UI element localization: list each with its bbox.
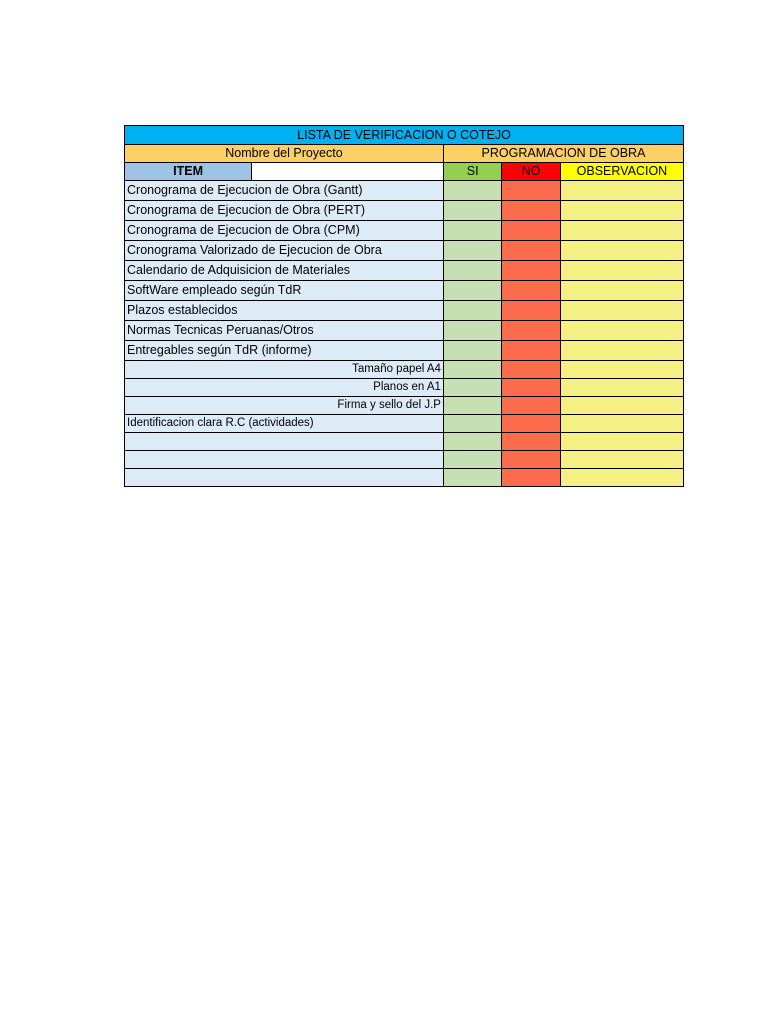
si-column-header: SI [443,163,501,181]
item-label: Planos en A1 [125,379,444,397]
table-row [125,379,684,397]
observacion-cell[interactable] [560,301,683,321]
si-cell[interactable] [443,433,501,451]
item-label: Cronograma de Ejecucion de Obra (CPM) [125,221,444,241]
item-label: Tamaño papel A4 [125,361,444,379]
column-header-row [125,163,684,181]
table-row [125,341,684,361]
si-cell[interactable] [443,469,501,487]
no-cell[interactable] [502,341,560,361]
item-label: Cronograma Valorizado de Ejecucion de Obra [125,241,444,261]
table-row [125,415,684,433]
si-cell[interactable] [443,181,501,201]
no-cell[interactable] [502,397,560,415]
si-cell[interactable] [443,281,501,301]
item-label: SoftWare empleado según TdR [125,281,444,301]
project-name-cell[interactable] [252,163,444,181]
project-name-label: Nombre del Proyecto [125,145,444,163]
observacion-cell[interactable] [560,201,683,221]
item-label[interactable] [125,451,444,469]
observacion-cell[interactable] [560,397,683,415]
table-row [125,241,684,261]
table-row [125,221,684,241]
no-cell[interactable] [502,301,560,321]
table-row [125,301,684,321]
table-row [125,433,684,451]
observacion-cell[interactable] [560,469,683,487]
observacion-cell[interactable] [560,415,683,433]
si-cell[interactable] [443,415,501,433]
observacion-cell[interactable] [560,379,683,397]
item-label: Entregables según TdR (informe) [125,341,444,361]
item-label: Cronograma de Ejecucion de Obra (Gantt) [125,181,444,201]
item-label: Plazos establecidos [125,301,444,321]
observacion-cell[interactable] [560,341,683,361]
no-cell[interactable] [502,241,560,261]
no-cell[interactable] [502,415,560,433]
observacion-cell[interactable] [560,261,683,281]
si-cell[interactable] [443,261,501,281]
si-cell[interactable] [443,451,501,469]
item-label: Normas Tecnicas Peruanas/Otros [125,321,444,341]
no-cell[interactable] [502,433,560,451]
si-cell[interactable] [443,301,501,321]
si-cell[interactable] [443,221,501,241]
item-label: Firma y sello del J.P [125,397,444,415]
observacion-cell[interactable] [560,241,683,261]
observacion-cell[interactable] [560,281,683,301]
title-row [125,126,684,145]
table-row [125,261,684,281]
observacion-column-header: OBSERVACION [560,163,683,181]
section-label: PROGRAMACION DE OBRA [443,145,683,163]
table-row [125,321,684,341]
table-row [125,469,684,487]
checklist-title: LISTA DE VERIFICACION O COTEJO [125,126,684,145]
no-cell[interactable] [502,379,560,397]
si-cell[interactable] [443,201,501,221]
no-cell[interactable] [502,321,560,341]
item-label: Calendario de Adquisicion de Materiales [125,261,444,281]
observacion-cell[interactable] [560,321,683,341]
no-cell[interactable] [502,181,560,201]
no-cell[interactable] [502,221,560,241]
no-cell[interactable] [502,361,560,379]
table-row [125,451,684,469]
table-row [125,281,684,301]
si-cell[interactable] [443,361,501,379]
no-cell[interactable] [502,451,560,469]
item-label[interactable] [125,469,444,487]
table-row [125,181,684,201]
checklist-table [124,125,684,487]
si-cell[interactable] [443,241,501,261]
project-row [125,145,684,163]
item-column-header: ITEM [125,163,252,181]
observacion-cell[interactable] [560,221,683,241]
si-cell[interactable] [443,397,501,415]
si-cell[interactable] [443,341,501,361]
table-row [125,397,684,415]
si-cell[interactable] [443,379,501,397]
item-label: Identificacion clara R.C (actividades) [125,415,444,433]
si-cell[interactable] [443,321,501,341]
item-label[interactable] [125,433,444,451]
no-column-header: NO [502,163,560,181]
no-cell[interactable] [502,201,560,221]
no-cell[interactable] [502,261,560,281]
table-row [125,201,684,221]
no-cell[interactable] [502,469,560,487]
observacion-cell[interactable] [560,181,683,201]
item-label: Cronograma de Ejecucion de Obra (PERT) [125,201,444,221]
observacion-cell[interactable] [560,433,683,451]
observacion-cell[interactable] [560,361,683,379]
table-row [125,361,684,379]
observacion-cell[interactable] [560,451,683,469]
no-cell[interactable] [502,281,560,301]
